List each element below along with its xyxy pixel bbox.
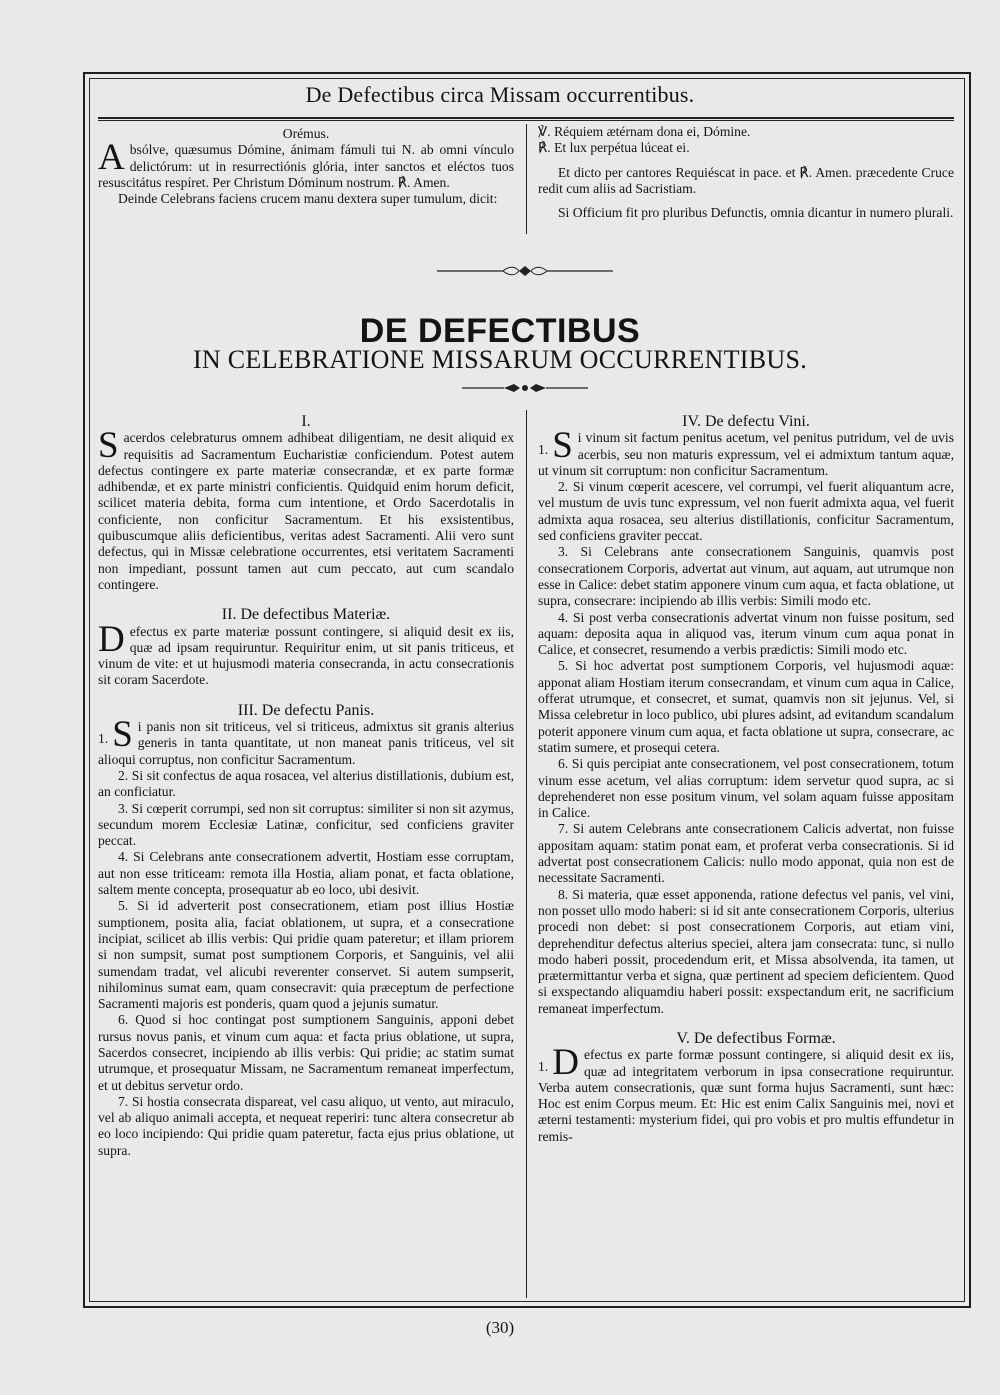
section-3-paragraph-1 — [98, 714, 514, 768]
section-3-heading: III. De defectu Panis. — [237, 701, 375, 719]
section-3-text-4: 4. Si Celebrans ante consecrationem advertit, Hostiam esse corruptam, aut non esse triticeam: remota illa Hostia, aliam ponat, et facta oblatione, saltem mente concepta, prosequatur ab eo loco, ubi desivit. — [98, 849, 514, 898]
section-5-heading: V. De defectibus Formæ. — [676, 1029, 836, 1047]
section-5-paragraph-1 — [538, 1042, 954, 1145]
rubric-cantores: Et dicto per cantores Requiéscat in pace. et ℟. Amen. præcedente Cruce redit cum aliis ad Sacristiam. — [538, 164, 954, 196]
paragraph-number: 1. — [538, 1059, 549, 1075]
section-2-paragraph — [98, 618, 514, 689]
section-2-text: efectus ex parte materiæ possunt contingere, si aliquid desit ex iis, quæ ad ipsam requiruntur. Requiritur enim, ut sit panis triticeus, et vinum de vite: et ut hujusmodi materia consecranda, in actu consecrationis sit coram Sacerdote. — [98, 623, 514, 688]
top-column-divider — [526, 124, 527, 234]
section-4-text-3: 3. Si Celebrans ante consecrationem Sanguinis, quamvis post consecrationem Corporis, advertat aut vinum, aut aquam, aut utrumque non esse in Calice: debet statim apponere vinum cum aqua, et facta oblatione, ut supra, consecrare: incipiendo ab illis verbis: Simili modo etc. — [538, 544, 954, 609]
section-1-heading: I. — [301, 413, 311, 430]
oremus-heading: Orémus. — [282, 126, 330, 141]
section-1-text: acerdos celebraturus omnem adhibeat diligentiam, ne desit aliquid ex requisitis ad Sacramentum Eucharistiæ conficiendum. Potest autem defectus contingere ex parte materiæ consecrandæ, et ex parte formæ adhibendæ, et ex parte ministri conficientis. Quidquid enim horum deficit, scilicet materia debita, forma cum intentione, et Ordo Sacerdotalis in conficiente, non conficitur Sacramentum. Et his exsistentibus, quibuscumque aliis deficientibus, veritas adest Sacramenti. Alii vero sunt defectus, qui in Missæ celebratione occurrentes, etsi veritatem Sacramenti non impediant, possunt tamen aut cum peccato, aut cum scandalo contingere. — [98, 430, 514, 592]
sub-title: IN CELEBRATIONE MISSARUM OCCURRENTIBUS. — [192, 345, 808, 374]
main-column-divider — [526, 410, 527, 1298]
drop-cap-initial: D — [98, 618, 125, 660]
section-5-text-1: efectus ex parte formæ possunt contingere, si aliquid desit ex iis, quæ ad integritatem verborum in ipsa consecratione requiruntur. Verba autem consecrationis, quæ sunt forma hujus Sacramenti, sunt hæc: Hoc est enim Corpus meum. Et: Hic est enim Calix Sanguinis mei, novi et æterni testamenti: mysterium fidei, qui pro vobis et pro multis effundetur in remis- — [538, 1047, 954, 1144]
section-4-text-5: 5. Si hoc advertat post sumptionem Corporis, vel hujusmodi aquæ: apponat aliam Hostiam iterum consecrandam, et vinum cum aqua in Calice, offerat utrumque, et consecret, et sumat, quamvis non sit jejunus. Vel, si Missa celebretur in loco publico, ubi plures adsint, ad evitandum scandalum poterit apponere vinum cum aqua, et facta oblatione ut supra, consecrare, ac statim sumere, et prosequi cetera. — [538, 658, 954, 755]
response-text: ℟. Et lux perpétua lúceat ei. — [538, 140, 690, 156]
section-3-text-1: i panis non sit triticeus, vel si triticeus, admixtus sit granis alterius generis in tanta quantitate, ut non maneat panis triticeus, vel sit alioqui corruptus, non conficitur Sacramentum. — [98, 719, 514, 767]
drop-cap-initial: S — [98, 425, 119, 467]
page-number: (30) — [485, 1318, 515, 1337]
section-1-paragraph — [98, 425, 514, 593]
main-title: DE DEFECTIBUS — [359, 312, 641, 350]
section-4-text-7: 7. Si autem Celebrans ante consecrationem Calicis advertat, non fuisse appositam aquam: statim ponat eam, et proferat verba consecrationis. Si id advertat post consecrationem Calicis: nullo modo apponat, quia non est de necessitate Sacramenti. — [538, 821, 954, 886]
ornament-divider-bottom — [462, 382, 588, 394]
section-3-text-7: 7. Si hostia consecrata dispareat, vel casu aliquo, ut vento, aut miraculo, vel ab aliquo animali accepta, et nequeat reperiri: tunc altera consecretur ab eo loco incipiendo: Qui pridie quam pateretur, facta ejus prius oblatione, ut supra. — [98, 1093, 514, 1158]
paragraph-number: 1. — [538, 442, 549, 458]
section-3-text-6: 6. Quod si hoc contingat post sumptionem Sanguinis, apponi debet rursus novus panis, et vinum cum aqua: et facta prius oblatione, ut supra, Sacerdos consecret, incipiendo ab illis verbis: Qui pridie; ac statim sumat utrumque, et prosequatur Missam, ne Sacramentum remaneat imperfectum, et ut debitus servetur ordo. — [98, 1012, 514, 1093]
prayer-text: bsólve, quæsumus Dómine, ánimam fámuli tui N. ab omni vínculo delictórum: ut in resurrectiónis glória, inter sanctos et eléctos tuos resuscitátus respíret. Per Christum Dóminum nostrum. ℟. Amen. — [98, 142, 514, 190]
top-left-column — [98, 126, 514, 207]
top-right-column — [538, 124, 954, 221]
drop-cap-initial: S — [552, 425, 573, 467]
ornament-divider-top — [437, 264, 613, 278]
section-4-text-6: 6. Si quis percipiat ante consecrationem, vel post consecrationem, totum vinum esse acetum, vel alias corruptum: idem servetur quod supra, ac si deprehenderet non esse positum vinum, vel solam aquam fuisse appositam in Calice. — [538, 756, 954, 821]
section-4-heading: IV. De defectu Vini. — [682, 413, 810, 430]
section-4-paragraph-1 — [538, 425, 954, 479]
section-3-text-5: 5. Si id adverterit post consecrationem, etiam post illius Hostiæ sumptionem, posita alia, faciat oblationem, ut supra, et a consecratione incipiat, scilicet ab illis verbis: Qui pridie quam pateretur; et illam priorem si non sumpsit, sumat post sumptionem Corporis, et Sanguinis, vel alii sumendam tradat, vel alicubi reverenter conservet. Si autem sumpserit, nihilominus sumat eam, quam consecravit: quia præceptum de perfectione Sacramenti majoris est ponderis, quam quod a jejunis sumatur. — [98, 898, 514, 1012]
prayer-paragraph — [98, 137, 514, 191]
drop-cap-initial: S — [112, 714, 133, 756]
paragraph-number: 1. — [98, 731, 109, 747]
left-main-column — [98, 414, 514, 1159]
right-main-column — [538, 414, 954, 1145]
head-rule — [98, 117, 954, 119]
section-3-text-2: 2. Si sit confectus de aqua rosacea, vel alterius distillationis, dubium est, an conficiatur. — [98, 767, 514, 800]
running-head: De Defectibus circa Missam occurrentibus. — [305, 82, 695, 107]
rubric-plural: Si Officium fit pro pluribus Defunctis, omnia dicantur in numero plurali. — [558, 205, 954, 221]
section-4-text-2: 2. Si vinum cœperit acescere, vel corrumpi, vel fuerit aliquantum acre, vel mustum de uvis tunc expressum, vel non fuerit admixta aqua, vel fuerit admixta aqua rosacea, seu alterius distillationis, conficitur Sacramentum, sed conficiens graviter peccat. — [538, 479, 954, 544]
rubric-text: Deinde Celebrans faciens crucem manu dextera super tumulum, dicit: — [118, 191, 498, 207]
section-4-text-8: 8. Si materia, quæ esset apponenda, ratione defectus vel panis, vel vini, non posset ullo modo haberi: si id sit ante consecrationem Corporis, ulterius procedi non debet: si post consecrationem Corporis, aut etiam vini, deprehenditur defectus alterius speciei, altera jam consecrata: tunc, si nullo modo haberi possit, procedendum erit, et Missa absolvenda, ita tamen, ut prætermittantur verba et signa, quæ pertinent ad speciem deficientem. Quod si exspectando aliquamdiu haberi possit: exspectandum erit, ne sacrificium remaneat imperfectum. — [538, 886, 954, 1016]
drop-cap-initial: D — [552, 1042, 579, 1084]
section-3-text-3: 3. Si cœperit corrumpi, sed non sit corruptus: similiter si non sit azymus, secundum morem Ecclesiæ Latinæ, conficitur, sed conficiens graviter peccat. — [98, 800, 514, 849]
section-2-heading: II. De defectibus Materiæ. — [221, 606, 391, 624]
section-4-text-1: i vinum sit factum penitus acetum, vel penitus putridum, vel de uvis acerbis, seu non maturis expressum, vel ei admixtum tantum aquæ, ut vinum sit corruptum: non conficitur Sacramentum. — [538, 430, 954, 478]
head-rule-thin — [98, 120, 954, 121]
section-4-text-4: 4. Si post verba consecrationis advertat vinum non fuisse positum, sed aquam: deposita aqua in aliquod vas, iterum vinum cum aqua ponat in Calice, et consecret, resumendo a verbis prædictis: Simili modo etc. — [538, 609, 954, 658]
drop-cap-initial: A — [98, 137, 125, 179]
versicle-text: ℣. Réquiem ætérnam dona ei, Dómine. — [538, 124, 751, 139]
